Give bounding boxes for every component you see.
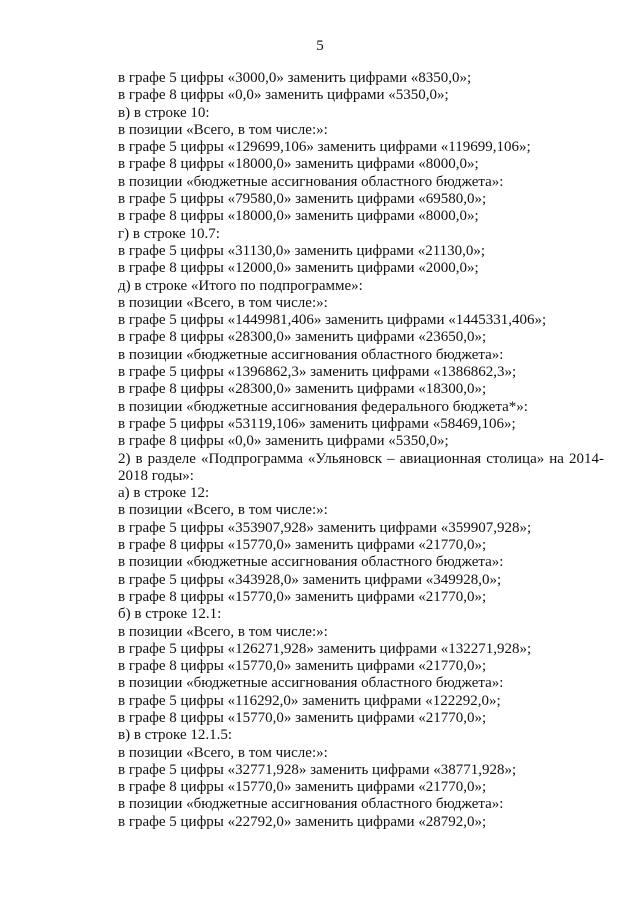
text-line: в позиции «бюджетные ассигнования областного бюджета»: [118,796,504,813]
text-line: в позиции «бюджетные ассигнования областного бюджета»: [118,554,504,571]
text-line: в графе 5 цифры «1449981,406» заменить цифрами «1445331,406»; [118,312,547,329]
text-line: в графе 8 цифры «0,0» заменить цифрами «5350,0»; [118,433,449,450]
text-line: в) в строке 12.1.5: [118,727,233,744]
text-line: в графе 5 цифры «79580,0» заменить цифрами «69580,0»; [118,191,487,208]
text-line: в позиции «бюджетные ассигнования федерального бюджета*»: [118,398,528,415]
text-line: в графе 5 цифры «53119,106» заменить цифрами «58469,106»; [118,415,516,432]
text-line: в позиции «Всего, в том числе:»: [118,121,328,138]
text-line: в позиции «Всего, в том числе:»: [118,623,328,640]
text-line: в графе 8 цифры «28300,0» заменить цифрами «18300,0»; [118,381,487,398]
text-line: в позиции «бюджетные ассигнования областного бюджета»: [118,173,504,190]
text-line: в графе 8 цифры «0,0» заменить цифрами «5350,0»; [118,87,449,104]
text-line: в графе 5 цифры «343928,0» заменить цифрами «349928,0»; [118,571,502,588]
text-line: в позиции «Всего, в том числе:»: [118,294,328,311]
text-line: в графе 8 цифры «18000,0» заменить цифрами «8000,0»; [118,208,479,225]
text-line: в графе 5 цифры «129699,106» заменить цифрами «119699,106»; [118,139,531,156]
text-line: в позиции «бюджетные ассигнования областного бюджета»: [118,346,504,363]
text-line: а) в строке 12: [118,485,210,502]
text-line: д) в строке «Итого по подпрограмме»: [118,277,363,294]
text-line: в графе 5 цифры «22792,0» заменить цифрами «28792,0»; [118,813,487,830]
text-line: в графе 8 цифры «15770,0» заменить цифрами «21770,0»; [118,709,487,726]
text-line: в позиции «Всего, в том числе:»: [118,744,328,761]
text-line: в графе 5 цифры «31130,0» заменить цифрами «21130,0»; [118,242,486,259]
text-line: в графе 8 цифры «15770,0» заменить цифрами «21770,0»; [118,658,487,675]
text-line: г) в строке 10.7: [118,225,220,242]
text-line: в позиции «бюджетные ассигнования областного бюджета»: [118,675,504,692]
text-line: в графе 5 цифры «116292,0» заменить цифрами «122292,0»; [118,692,501,709]
document-body [84,70,604,831]
text-line: в графе 5 цифры «3000,0» заменить цифрами «8350,0»; [118,70,472,86]
section-heading: 2) в разделе «Подпрограмма «Ульяновск – авиационная столица» на 2014-2018 годы»: [118,450,604,484]
text-line: в графе 8 цифры «15770,0» заменить цифрами «21770,0»; [118,779,487,796]
text-line: в графе 8 цифры «15770,0» заменить цифрами «21770,0»; [118,588,487,605]
text-line: в графе 8 цифры «28300,0» заменить цифрами «23650,0»; [118,329,487,346]
text-line: в) в строке 10: [118,104,210,121]
page-number: 5 [316,38,324,54]
text-line: в графе 5 цифры «126271,928» заменить цифрами «132271,928»; [118,640,532,657]
text-line: в графе 8 цифры «12000,0» заменить цифрами «2000,0»; [118,260,479,277]
text-line: в графе 5 цифры «32771,928» заменить цифрами «38771,928»; [118,761,517,778]
text-line: в графе 8 цифры «18000,0» заменить цифрами «8000,0»; [118,156,479,173]
text-line: в графе 8 цифры «15770,0» заменить цифрами «21770,0»; [118,537,487,554]
text-line: б) в строке 12.1: [118,606,222,623]
text-line: в графе 5 цифры «1396862,3» заменить цифрами «1386862,3»; [118,364,517,381]
text-line: в графе 5 цифры «353907,928» заменить цифрами «359907,928»; [118,519,532,536]
text-line: в позиции «Всего, в том числе:»: [118,502,328,519]
